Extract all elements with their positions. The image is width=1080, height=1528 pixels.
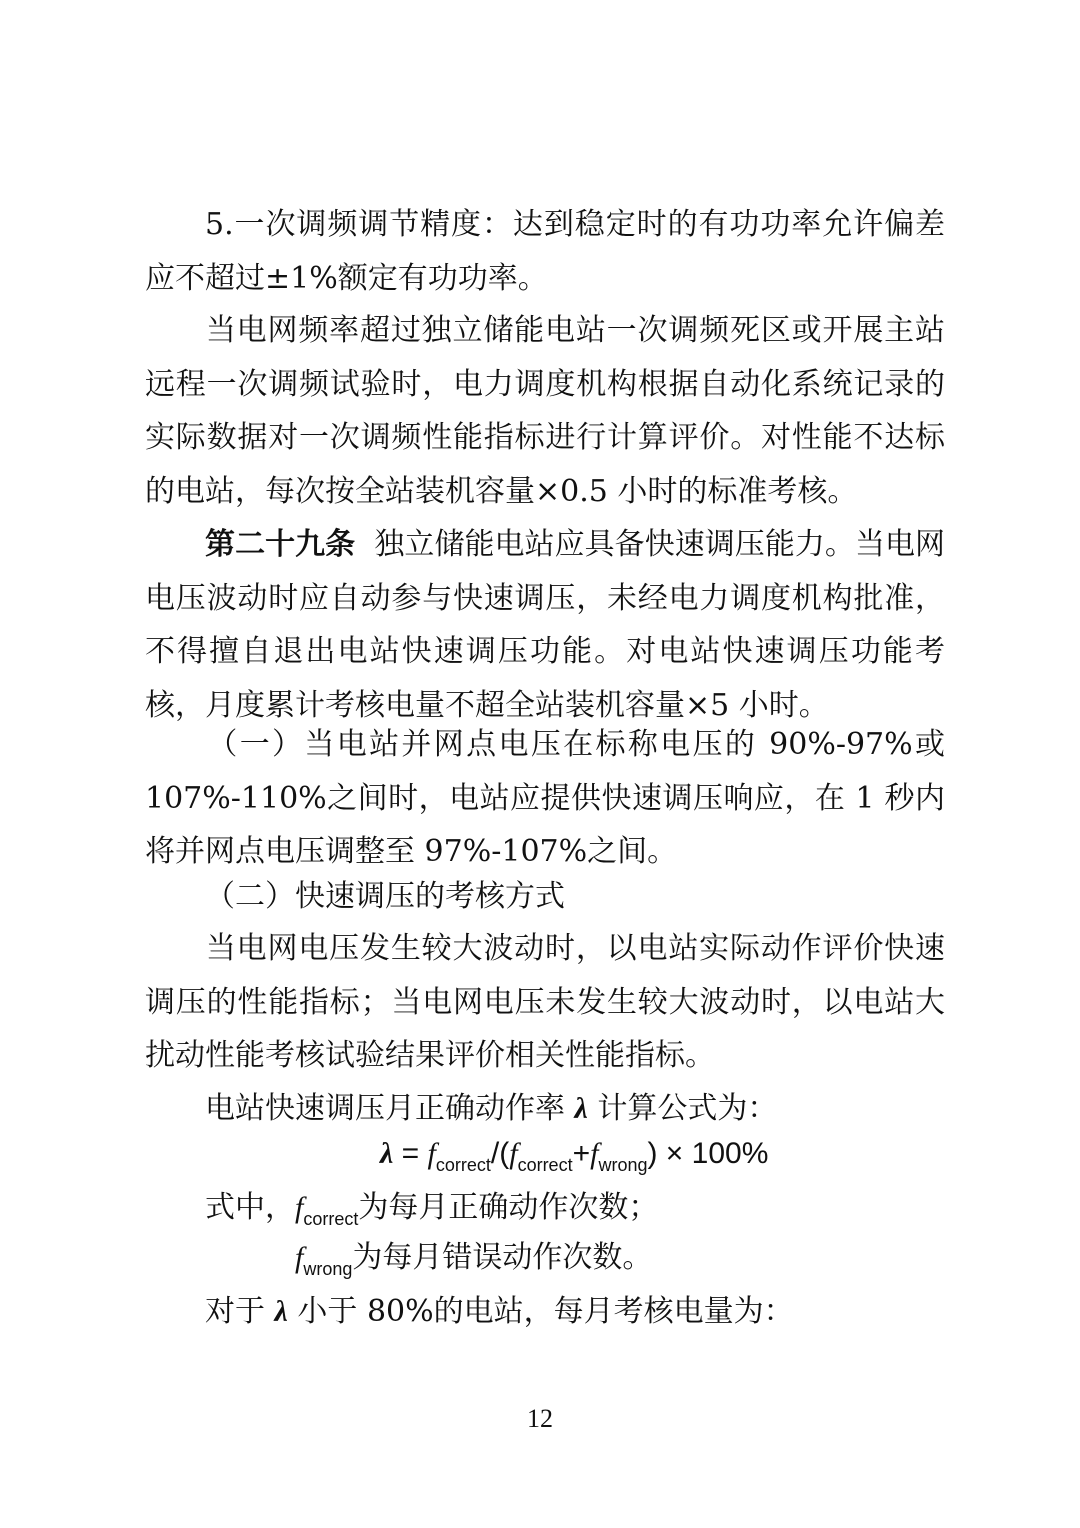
paragraph-item-1 <box>145 718 945 879</box>
paragraph-text: （二）快速调压的考核方式 <box>205 879 565 914</box>
where-wrong-text: 为每月错误动作次数。 <box>352 1240 653 1275</box>
formula-plus: + <box>572 1137 591 1170</box>
page-number: 12 <box>527 1404 553 1433</box>
var-f: f <box>295 1191 304 1224</box>
formula-equals: = <box>393 1137 428 1170</box>
formula-sub-correct: correct <box>517 1155 573 1175</box>
lambda-symbol: λ <box>274 1295 288 1328</box>
paragraph-article-29 <box>145 518 945 732</box>
paragraph-assessment <box>145 922 945 1083</box>
paragraph-threshold <box>205 1294 794 1330</box>
paragraph-formula-intro <box>145 1082 945 1136</box>
paragraph-text: （一）当电站并网点电压在标称电压的 90%-97%或107%-110%之间时，电站应提供快速调压响应，在 1 秒内将并网点电压调整至 97%-107%之间。 <box>145 727 945 869</box>
var-sub-wrong: wrong <box>303 1259 353 1279</box>
paragraph-accuracy <box>145 198 945 305</box>
paragraph-text: 对于 <box>205 1294 265 1329</box>
where-wrong-line <box>295 1240 652 1287</box>
paragraph-text: 独立储能电站应具备快速调压能力。当电网电压波动时应自动参与快速调压，未经电力调度机构批准，不得擅自退出电站快速调压功能。对电站快速调压功能考核，月度累计考核电量不超全站装机容量×5 小时。 <box>145 527 946 723</box>
var-f-wrong <box>295 1240 353 1279</box>
paragraph-text: 电站快速调压月正确动作率 <box>205 1091 565 1126</box>
paragraph-text: 当电网频率超过独立储能电站一次调频死区或开展主站远程一次调频试验时，电力调度机构根据自动化系统记录的实际数据对一次调频性能指标进行计算评价。对性能不达标的电站，每次按全站装机容量×0.5 小时的标准考核。 <box>145 313 945 509</box>
paragraph-text: 小于 80%的电站，每月考核电量为： <box>297 1294 794 1329</box>
article-heading: 第二十九条 <box>205 527 356 562</box>
var-f: f <box>295 1241 304 1274</box>
paragraph-evaluation <box>145 304 945 518</box>
lambda-symbol: λ <box>574 1092 588 1125</box>
formula-sub-correct: correct <box>435 1155 491 1175</box>
formula-sub-wrong: wrong <box>598 1155 648 1175</box>
paragraph-text: 当电网电压发生较大波动时，以电站实际动作评价快速调压的性能指标；当电网电压未发生较大波动时，以电站大扰动性能考核试验结果评价相关性能指标。 <box>145 931 945 1073</box>
formula-f: f <box>509 1137 518 1170</box>
paragraph-text: 5.一次调频调节精度：达到稳定时的有功功率允许偏差应不超过±1%额定有功功率。 <box>145 207 945 296</box>
var-sub-correct: correct <box>303 1209 359 1229</box>
var-f-correct <box>295 1190 359 1229</box>
paragraph-item-2 <box>145 870 945 924</box>
formula-slash: /( <box>490 1137 510 1170</box>
formula-lambda-symbol: λ <box>380 1137 394 1170</box>
formula-f: f <box>427 1137 436 1170</box>
paragraph-text: 计算公式为： <box>597 1091 778 1126</box>
formula-lambda <box>380 1134 768 1185</box>
where-correct-text: 为每月正确动作次数； <box>358 1190 659 1225</box>
formula-f: f <box>590 1137 599 1170</box>
where-prefix: 式中， <box>205 1190 295 1225</box>
where-correct-line <box>205 1190 658 1237</box>
formula-tail: ) × 100% <box>647 1137 769 1170</box>
